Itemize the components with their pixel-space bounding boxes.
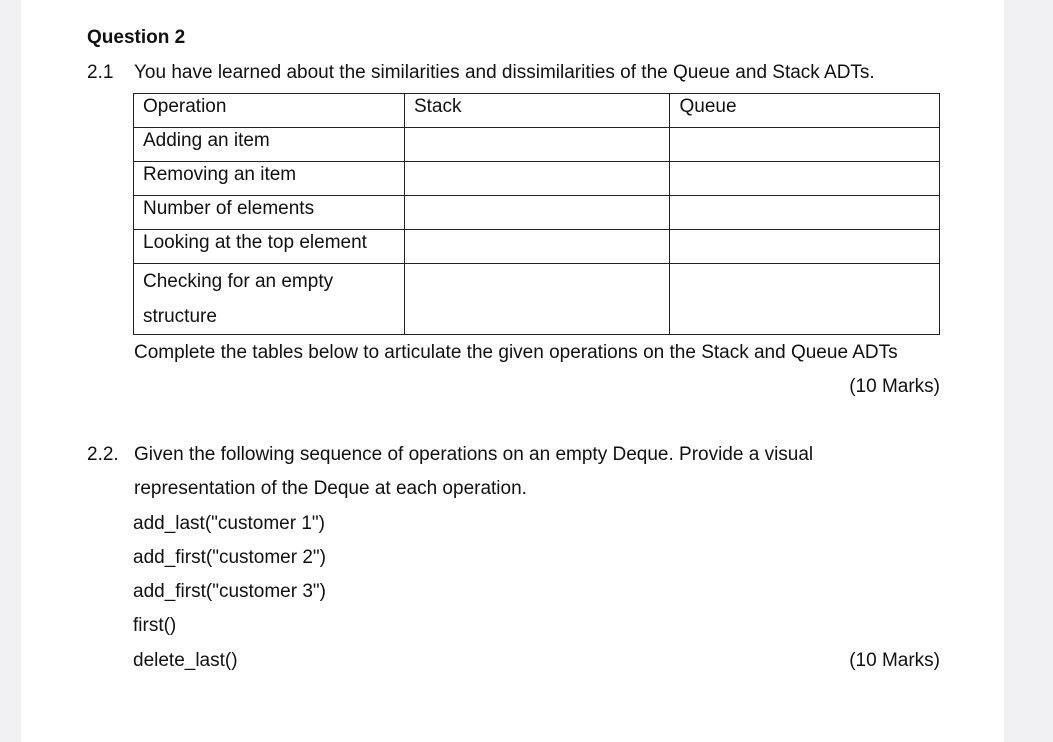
deque-operation: add_last("customer 1") [133, 513, 325, 534]
q22-marks: (10 Marks) [849, 650, 940, 671]
header-queue: Queue [670, 94, 940, 128]
stack-cell [404, 162, 670, 196]
queue-cell [670, 128, 940, 162]
table-row [134, 264, 940, 335]
q21-marks: (10 Marks) [849, 376, 940, 397]
row-operation-label: Removing an item [134, 162, 405, 196]
header-operation: Operation [134, 94, 405, 128]
row-operation-label: Looking at the top element [134, 230, 405, 264]
q22-number: 2.2. [87, 444, 119, 465]
queue-cell [670, 230, 940, 264]
question-title: Question 2 [87, 27, 186, 48]
stack-cell [404, 196, 670, 230]
q22-line2: representation of the Deque at each operation. [134, 478, 527, 499]
row-operation-text: Checking for an empty structure [143, 271, 334, 327]
stack-cell [404, 230, 670, 264]
q21-instruction: Complete the tables below to articulate the given operations on the Stack and Queue ADTs [134, 342, 898, 363]
row-operation-label: Adding an item [134, 128, 405, 162]
table-row [134, 230, 940, 264]
deque-operation: delete_last() [133, 650, 238, 671]
deque-operation: first() [133, 615, 177, 636]
deque-operation: add_first("customer 2") [133, 547, 326, 568]
q22-line1: Given the following sequence of operations on an empty Deque. Provide a visual [134, 444, 814, 465]
stack-cell [404, 264, 670, 335]
q21-number: 2.1 [87, 62, 114, 83]
header-stack: Stack [404, 94, 670, 128]
stack-cell [404, 128, 670, 162]
deque-operation: add_first("customer 3") [133, 581, 326, 602]
table-row [134, 196, 940, 230]
queue-cell [670, 264, 940, 335]
operations-table [133, 93, 940, 335]
row-operation-label [134, 264, 405, 335]
row-operation-label: Number of elements [134, 196, 405, 230]
queue-cell [670, 196, 940, 230]
table-row [134, 128, 940, 162]
table-header-row [134, 94, 940, 128]
q21-intro: You have learned about the similarities and dissimilarities of the Queue and Stack ADTs. [134, 62, 875, 83]
table-row [134, 162, 940, 196]
queue-cell [670, 162, 940, 196]
